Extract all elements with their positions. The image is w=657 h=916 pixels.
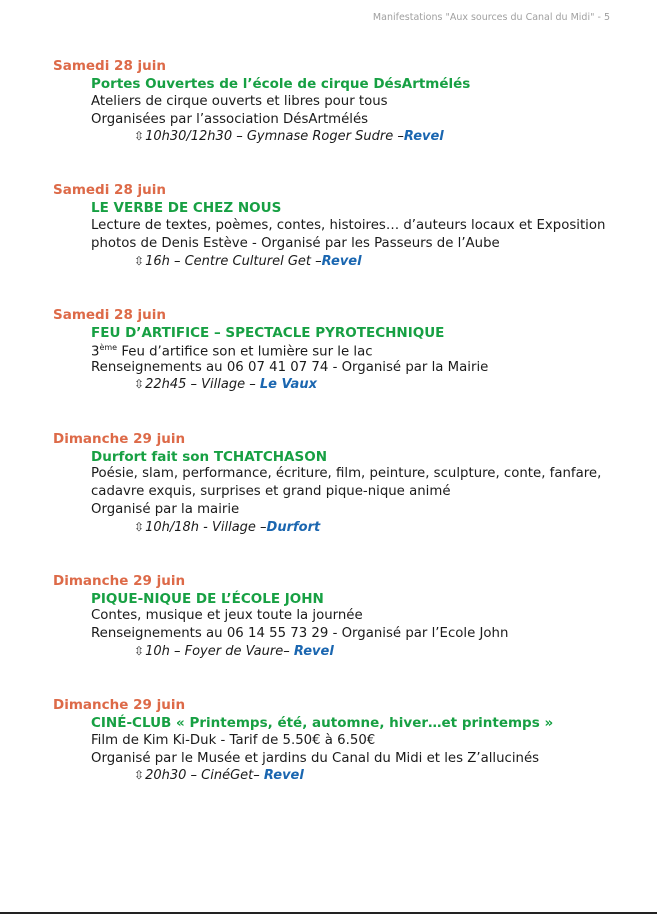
location-pin-icon: ⇳ [134,768,145,782]
event-date: Samedi 28 juin [53,58,167,74]
event-time-venue: 10h – Foyer de Vaure– [145,644,294,659]
event-description-line: photos de Denis Estève - Organisé par les Passeurs de l’Aube [91,236,500,251]
event-info [134,644,334,659]
event-time-venue: 10h30/12h30 – Gymnase Roger Sudre – [145,129,404,144]
event-description-line: Poésie, slam, performance, écriture, film, peinture, sculpture, conte, fanfare, [91,466,602,481]
event-title: PIQUE-NIQUE DE L’ÉCOLE JOHN [91,591,324,607]
event-description-line: Organisé par le Musée et jardins du Canal du Midi et les Z’allucinés [91,751,540,766]
event-title: CINÉ-CLUB « Printemps, été, automne, hiver…et printemps » [91,715,554,731]
event-info [134,254,362,269]
location-pin-icon: ⇳ [134,644,145,658]
event-info [134,377,317,392]
event-date: Samedi 28 juin [53,307,167,323]
event-date: Dimanche 29 juin [53,431,186,447]
page-bottom-divider [0,912,657,914]
event-date: Samedi 28 juin [53,182,167,198]
event-place: Revel [321,254,362,269]
event-time-venue: 10h/18h - Village – [145,520,267,535]
page-header: Manifestations "Aux sources du Canal du Midi" - 5 [372,12,610,23]
event-info [134,520,320,535]
event-date: Dimanche 29 juin [53,697,186,713]
event-description-line: Renseignements au 06 14 55 73 29 - Organisé par l’Ecole John [91,626,509,641]
event-title: FEU D’ARTIFICE – SPECTACLE PYROTECHNIQUE [91,325,445,341]
event-place: Revel [403,129,444,144]
event-description-line: 3ème Feu d’artifice son et lumière sur le lac [91,343,373,360]
event-title: Portes Ouvertes de l’école de cirque DésArtmélés [91,76,471,92]
event-description-line: Contes, musique et jeux toute la journée [91,608,363,623]
event-info [134,129,444,144]
event-place: Revel [293,644,334,659]
event-description-line: Organisées par l’association DésArtmélés [91,112,369,127]
event-place: Durfort [266,520,321,535]
event-description-line: cadavre exquis, surprises et grand pique-nique animé [91,484,451,499]
event-title: LE VERBE DE CHEZ NOUS [91,200,282,216]
event-description-line: Organisé par la mairie [91,502,240,517]
event-date: Dimanche 29 juin [53,573,186,589]
event-time-venue: 22h45 – Village – [145,377,260,392]
location-pin-icon: ⇳ [134,520,145,534]
event-description-line: Film de Kim Ki-Duk - Tarif de 5.50€ à 6.50€ [91,733,376,748]
event-description-line: Lecture de textes, poèmes, contes, histoires… d’auteurs locaux et Exposition [91,218,606,233]
event-time-venue: 20h30 – CinéGet– [145,768,264,783]
event-info [134,768,304,783]
location-pin-icon: ⇳ [134,129,145,143]
location-pin-icon: ⇳ [134,377,145,391]
event-place: Revel [263,768,304,783]
event-time-venue: 16h – Centre Culturel Get – [145,254,322,269]
event-place: Le Vaux [259,377,317,392]
event-description-line: Renseignements au 06 07 41 07 74 - Organisé par la Mairie [91,360,489,375]
event-description-line: Ateliers de cirque ouverts et libres pour tous [91,94,388,109]
location-pin-icon: ⇳ [134,254,145,268]
event-title: Durfort fait son TCHATCHASON [91,449,327,465]
